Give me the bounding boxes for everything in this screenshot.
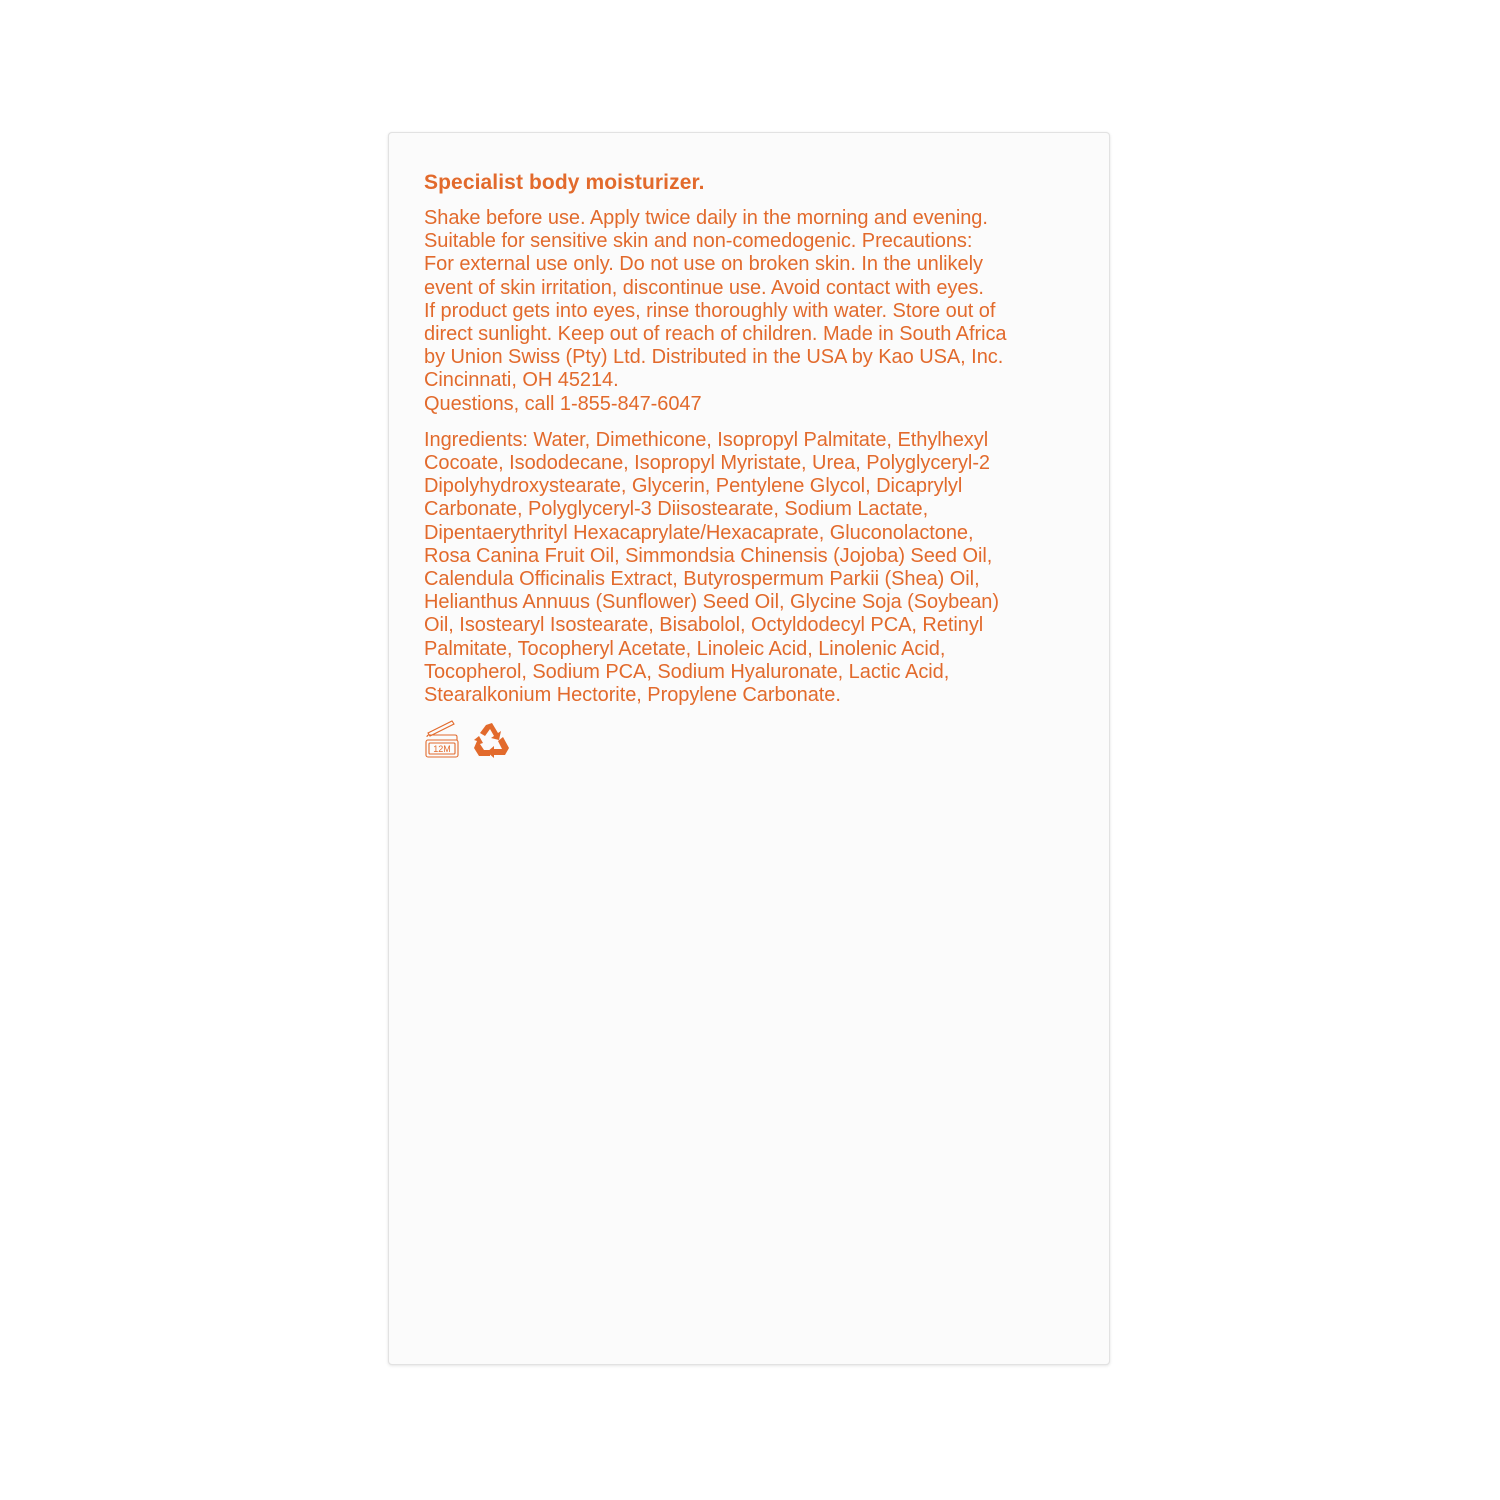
ingredients-text: Ingredients: Water, Dimethicone, Isopropyl Palmitate, Ethylhexyl Cocoate, Isododecane, Isopropyl Myristate, Urea, Polyglyceryl-2 Dipolyhydroxystearate, Glycerin, Pentylene Glycol, Dicaprylyl Carbonate, Polyglyceryl-3 Diisostearate, Sodium Lactate, Dipentaerythrityl Hexacaprylate/Hexacaprate, Gluconolactone, Rosa Canina Fruit Oil, Simmondsia Chinensis (Jojoba) Seed Oil, Calendula Officinalis Extract, Butyrospermum Parkii (Shea) Oil, Helianthus Annuus (Sunflower) Seed Oil, Glycine Soja (Soybean) Oil, Isostearyl Isostearate, Bisabolol, Octyldodecyl PCA, Retinyl Palmitate, Tocopheryl Acetate, Linoleic Acid, Linolenic Acid, Tocopherol, Sodium PCA, Sodium Hyaluronate, Lactic Acid, Stearalkonium Hectorite, Propylene Carbonate. (424, 428, 999, 707)
open-jar-icon (424, 719, 460, 759)
label-content (424, 169, 1084, 759)
packaging-symbols (424, 719, 1084, 759)
recycle-icon (472, 721, 512, 759)
directions-text: Shake before use. Apply twice daily in the morning and evening. Suitable for sensitive skin and non-comedogenic. Precautions: For external use only. Do not use on broken skin. In the unlikely event of skin irritation, discontinue use. Avoid contact with eyes. If product gets into eyes, rinse thoroughly with water. Store out of direct sunlight. Keep out of reach of children. Made in South Africa by Union Swiss (Pty) Ltd. Distributed in the USA by Kao USA, Inc. Cincinnati, OH 45214. Questions, call 1-855-847-6047 (424, 207, 1007, 415)
product-heading: Specialist body moisturizer. (424, 171, 705, 194)
package-back-panel (388, 132, 1110, 1365)
pao-label: 12M (433, 744, 451, 755)
